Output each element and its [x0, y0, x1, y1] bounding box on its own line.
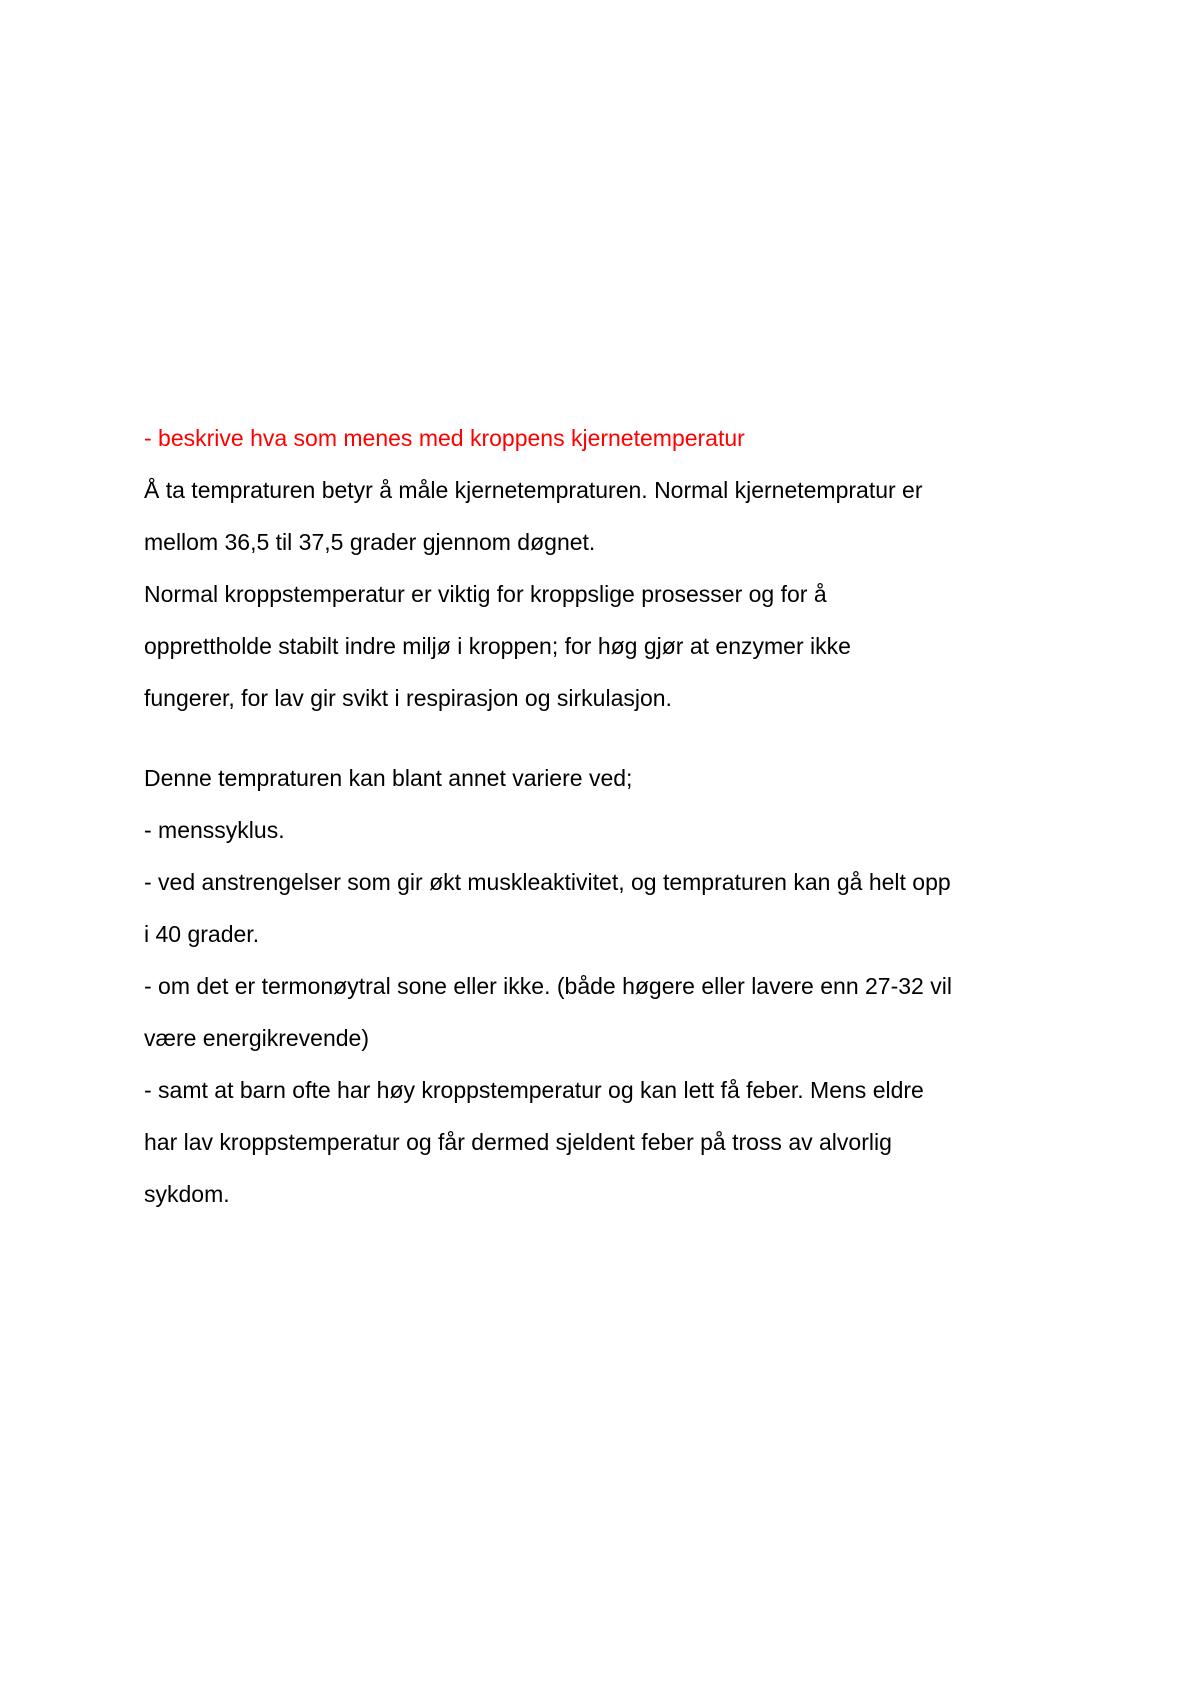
task-heading: - beskrive hva som menes med kroppens kjernetemperatur — [144, 425, 745, 451]
text-line: sykdom. — [144, 1181, 230, 1207]
list-item: - om det er termonøytral sone eller ikke. (både høgere eller lavere enn 27-32 vil — [144, 973, 952, 999]
text-line: har lav kroppstemperatur og får dermed sjeldent feber på tross av alvorlig — [144, 1129, 892, 1155]
list-item: - menssyklus. — [144, 817, 285, 843]
text-line: fungerer, for lav gir svikt i respirasjon og sirkulasjon. — [144, 685, 672, 711]
list-item: - samt at barn ofte har høy kroppstemperatur og kan lett få feber. Mens eldre — [144, 1077, 924, 1103]
paragraph-spacer — [144, 724, 1084, 752]
document-body — [144, 412, 1084, 1220]
text-line: Normal kroppstemperatur er viktig for kroppslige prosesser og for å — [144, 581, 827, 607]
text-line: opprettholde stabilt indre miljø i kroppen; for høg gjør at enzymer ikke — [144, 633, 851, 659]
text-line: Å ta tempraturen betyr å måle kjernetempraturen. Normal kjernetempratur er — [144, 477, 923, 503]
text-line: i 40 grader. — [144, 921, 260, 947]
text-line: mellom 36,5 til 37,5 grader gjennom døgnet. — [144, 529, 596, 555]
text-line: Denne tempraturen kan blant annet variere ved; — [144, 765, 633, 791]
list-item: - ved anstrengelser som gir økt muskleaktivitet, og tempraturen kan gå helt opp — [144, 869, 951, 895]
text-line: være energikrevende) — [144, 1025, 370, 1051]
